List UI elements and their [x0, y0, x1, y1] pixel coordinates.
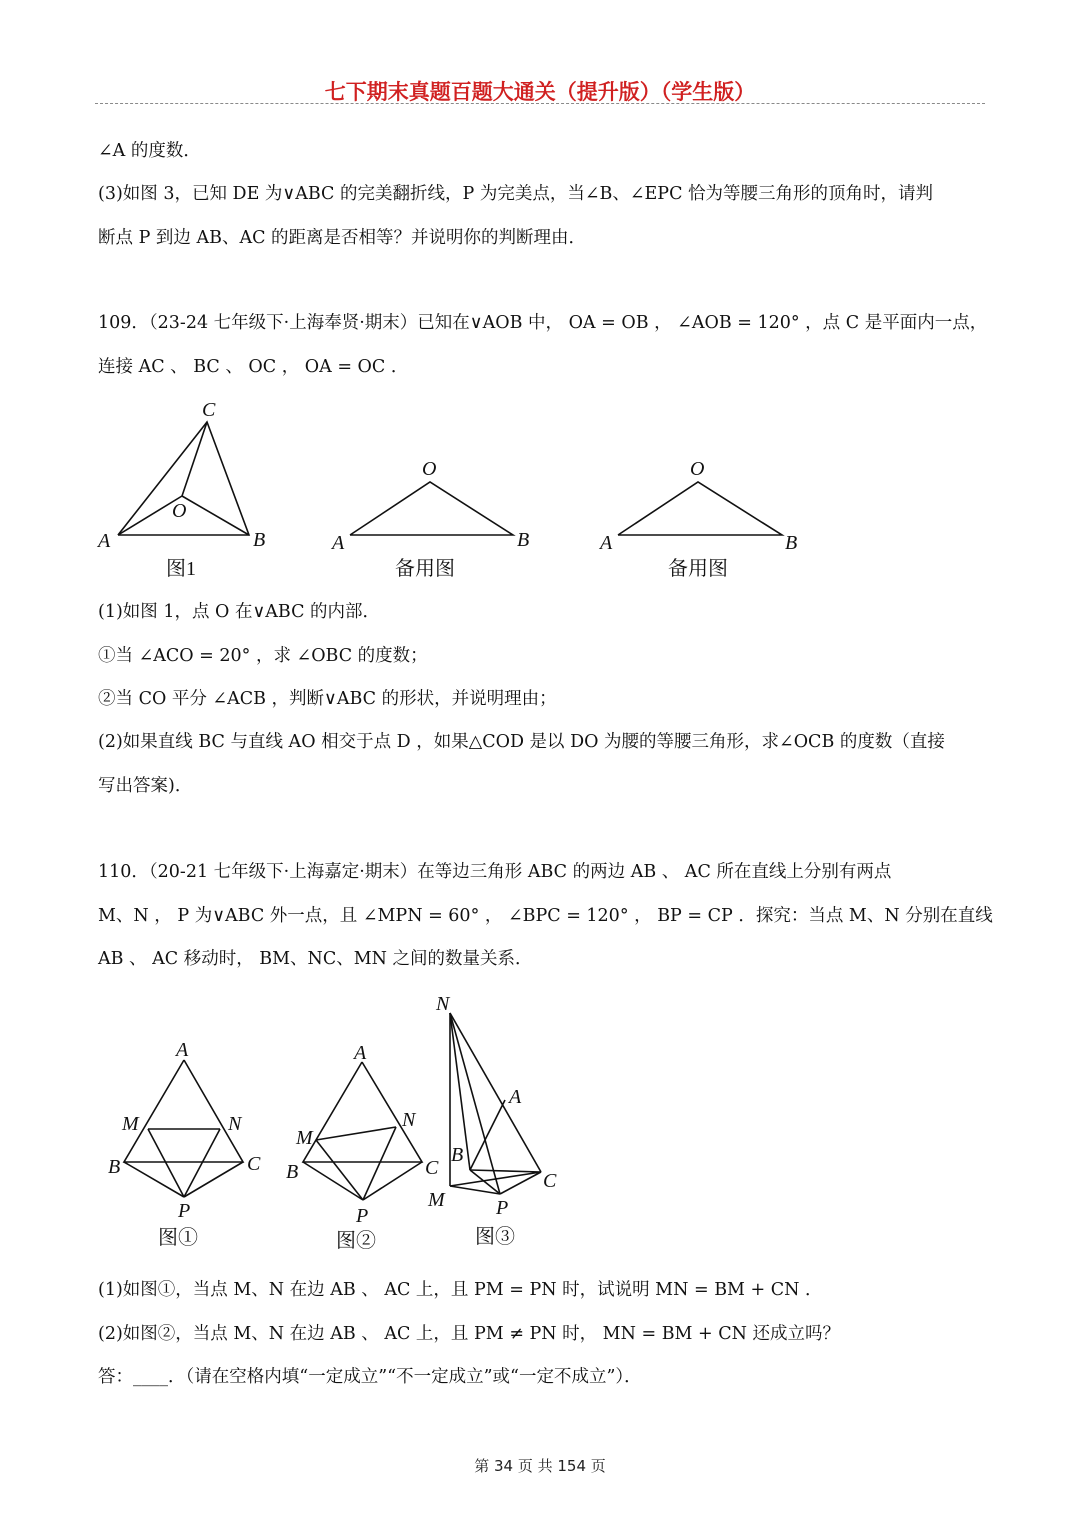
label-c: C	[425, 1157, 439, 1179]
label-b: B	[253, 529, 266, 551]
label-a: A	[354, 1042, 367, 1064]
figures-109	[90, 392, 798, 592]
text-line-l3: 断点 P 到边 AB、AC 的距离是否相等？并说明你的判断理由．	[98, 228, 587, 248]
label-c: C	[202, 399, 216, 421]
label-a: A	[176, 1039, 189, 1061]
label-p: P	[178, 1200, 191, 1222]
figure-110-3	[427, 993, 557, 1248]
figure-110-1	[108, 1039, 261, 1249]
figure-caption: 图②	[336, 1230, 376, 1252]
question-109-part-2: (2)如果直线 BC 与直线 AO 相交于点 D ，如果△COD 是以 DO 为腰的等腰三角形，求∠OCB 的度数（直接	[98, 732, 945, 752]
figures-110	[100, 990, 580, 1255]
label-b: B	[451, 1144, 464, 1166]
question-109-part-1a: ①当 ∠ACO = 20° ，求 ∠OBC 的度数；	[98, 646, 428, 666]
figure-109-3	[598, 458, 797, 580]
header-divider	[95, 103, 985, 104]
label-c: C	[247, 1153, 261, 1175]
label-n: N	[402, 1109, 416, 1131]
label-n: N	[436, 993, 450, 1015]
question-110-part-2: (2)如图②，当点 M、N 在边 AB 、 AC 上，且 PM ≠ PN 时， MN = BM + CN 还成立吗？	[98, 1324, 841, 1344]
label-a: A	[332, 532, 345, 554]
figure-caption: 图①	[158, 1227, 198, 1249]
figure-caption: 图1	[166, 558, 196, 580]
question-110-intro: 110．（20-21 七年级下·上海嘉定·期末）在等边三角形 ABC 的两边 AB 、 AC 所在直线上分别有两点	[98, 862, 892, 882]
label-b: B	[517, 529, 530, 551]
page-number: 第 34 页 共 154 页	[474, 1457, 606, 1475]
question-110-answer-blank: 答：____．（请在空格内填“一定成立”“不一定成立”或“一定不成立”）．	[98, 1367, 642, 1387]
label-a: A	[509, 1086, 522, 1108]
question-109-intro: 109．（23-24 七年级下·上海奉贤·期末）已知在∨AOB 中， OA = OB ， ∠AOB = 120° ，点 C 是平面内一点，	[98, 313, 988, 333]
label-b: B	[286, 1161, 299, 1183]
text-line-l2: (3)如图 3，已知 DE 为∨ABC 的完美翻折线，P 为完美点，当∠B、∠EPC 恰为等腰三角形的顶角时，请判	[98, 184, 934, 204]
figure-109-1	[96, 399, 265, 580]
label-m: M	[428, 1189, 445, 1211]
figure-110-2	[286, 1042, 439, 1252]
label-c: C	[543, 1170, 557, 1192]
label-o: O	[422, 458, 437, 480]
label-n: N	[228, 1113, 242, 1135]
question-109-part-1: (1)如图 1，点 O 在∨ABC 的内部．	[98, 602, 381, 622]
question-109-part-1b: ②当 CO 平分 ∠ACB ，判断∨ABC 的形状，并说明理由；	[98, 689, 557, 709]
label-o: O	[172, 500, 187, 522]
label-a: A	[98, 530, 111, 552]
figure-caption: 图③	[475, 1226, 515, 1248]
question-110-intro-cont: M、N ， P 为∨ABC 外一点，且 ∠MPN = 60° ， ∠BPC = 120° ， BP = CP ．探究：当点 M、N 分别在直线	[98, 906, 993, 926]
figure-caption: 备用图	[668, 558, 728, 580]
question-109-part-2-cont: 写出答案)．	[98, 776, 193, 796]
label-m: M	[296, 1127, 313, 1149]
page-header-title: 七下期末真题百题大通关（提升版）（学生版）	[324, 80, 756, 104]
figure-caption: 备用图	[395, 558, 455, 580]
figure-109-2	[330, 458, 529, 580]
label-p: P	[496, 1197, 509, 1219]
question-110-part-1: (1)如图①，当点 M、N 在边 AB 、 AC 上，且 PM = PN 时，试说明 MN = BM + CN ．	[98, 1280, 823, 1300]
question-109-intro-cont: 连接 AC 、 BC 、 OC ， OA = OC ．	[98, 357, 409, 377]
label-o: O	[690, 458, 705, 480]
label-p: P	[356, 1205, 369, 1227]
question-110-intro-cont2: AB 、 AC 移动时， BM、NC、MN 之间的数量关系．	[98, 949, 533, 969]
text-line-l1: ∠A 的度数．	[98, 141, 201, 161]
label-a: A	[600, 532, 613, 554]
label-b: B	[785, 532, 798, 554]
label-m: M	[122, 1113, 139, 1135]
label-b: B	[108, 1156, 121, 1178]
